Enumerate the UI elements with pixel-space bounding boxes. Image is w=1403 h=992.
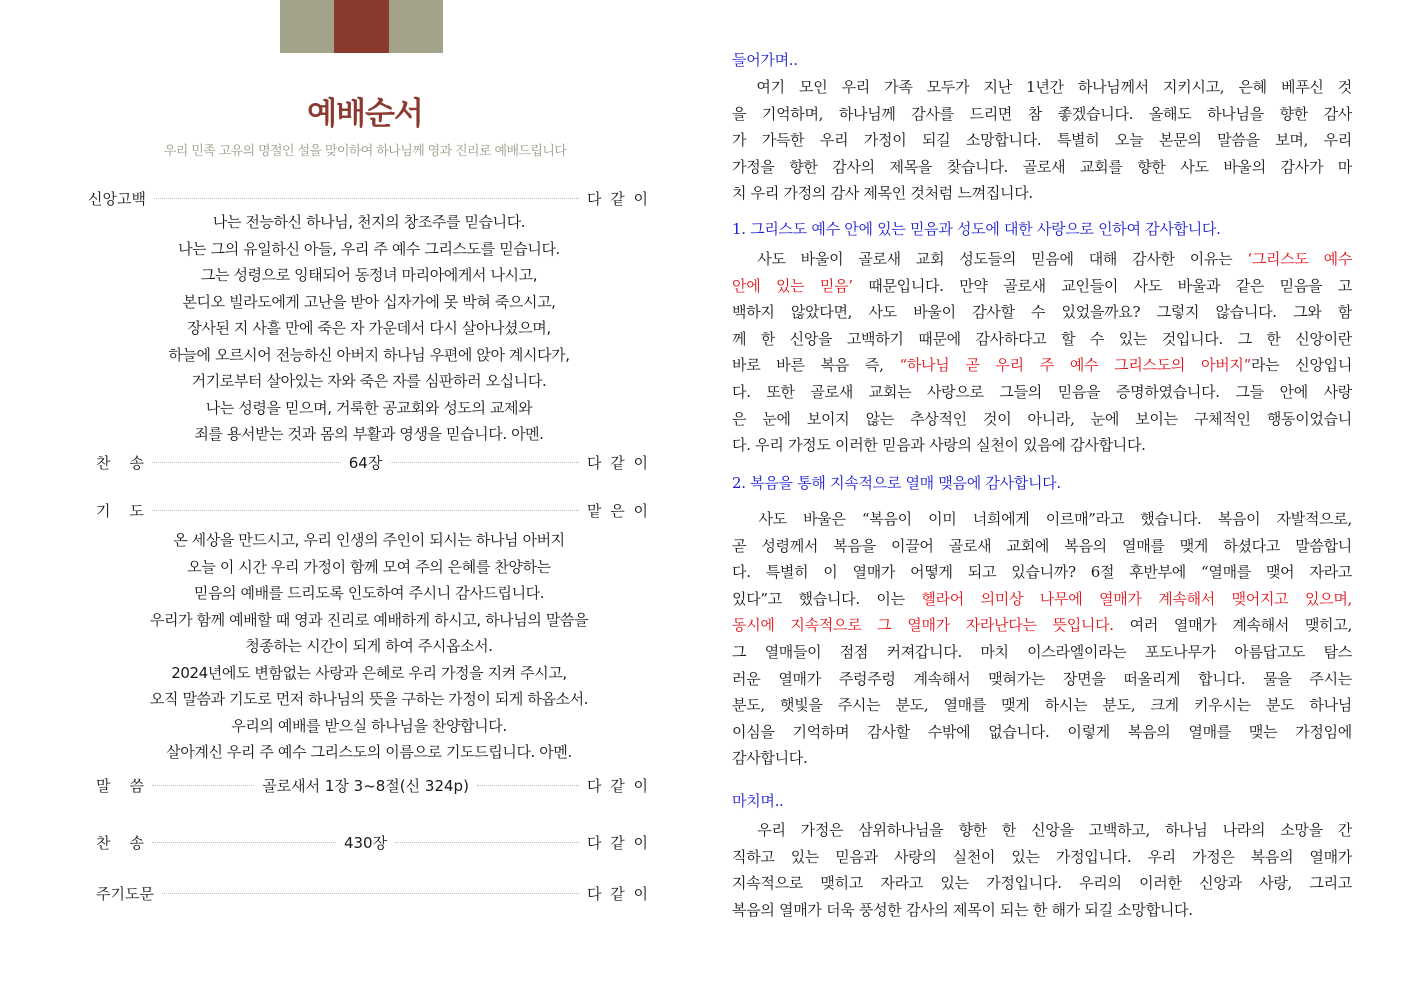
text-line: 러운 열매가 주렁주렁 계속해서 맺혀가는 장면을 떠올리게 합니다. 물을 주시는 <box>732 669 1352 688</box>
creed-line: 그는 성령으로 잉태되어 동정녀 마리아에게서 나시고, <box>200 266 538 284</box>
text-line: 가 가득한 우리 가정이 되길 소망합니다. 특별히 오늘 본문의 말씀을 보며, 우리 <box>732 131 1352 150</box>
intro-paragraph <box>732 74 1352 207</box>
header-block-right <box>389 0 443 53</box>
page-subtitle: 우리 민족 고유의 명절인 설을 맞이하여 하나님께 영과 진리로 예배드립니다 <box>163 144 567 159</box>
text-run: 여러 열매가 계속해서 맺히고, <box>1113 616 1352 635</box>
section-heading-closing: 마치며.. <box>732 792 784 810</box>
text-line: 여기 모인 우리 가족 모두가 지난 1년간 하나님께서 지키시고, 은혜 베푸신 것 <box>732 78 1352 96</box>
text-run: 때문입니다. 만약 골로새 교인들이 사도 바울과 같은 믿음을 고 <box>852 276 1352 295</box>
text-line: 그 열매들이 점점 커져갑니다. 마치 이스라엘이라는 포도나무가 아름답고도 탐스 <box>732 642 1352 661</box>
prayer-line: 살아계신 우리 주 예수 그리스도의 이름으로 기도드립니다. 아멘. <box>166 743 572 761</box>
leader-dots <box>395 842 579 843</box>
leader-dots <box>154 198 579 199</box>
order-row-prayer <box>96 499 650 521</box>
hymn-number: 64장 <box>348 453 383 472</box>
hymn-number: 430장 <box>343 833 388 852</box>
prayer-line: 오늘 이 시간 우리 가정이 함께 모여 주의 은혜를 찬양하는 <box>187 557 551 576</box>
scripture-reference: 골로새서 1장 3~8절(신 324p) <box>262 776 469 795</box>
text-line: 을 기억하며, 하나님께 감사를 드리면 참 좋겠습니다. 올해도 하나님을 향한 감사 <box>732 104 1352 123</box>
text-line: 다. 특별히 이 열매가 어떻게 되고 있습니까? 6절 후반부에 “열매를 맺어 자라고 <box>732 563 1352 582</box>
leader-dots <box>152 510 579 511</box>
emphasis-text: “하나님 곧 우리 주 예수 그리스도의 아버지” <box>899 356 1251 375</box>
order-participant: 다 같 이 <box>587 833 651 852</box>
order-participant: 맡 은 이 <box>586 501 650 520</box>
text-run: 있다”고 했습니다. 이는 <box>732 589 922 608</box>
text-line: 분도, 햇빛을 주시는 분도, 열매를 맺게 하시는 분도, 크게 키우시는 분도 하나님 <box>732 696 1352 715</box>
text-line <box>732 586 1352 613</box>
leader-dots <box>390 462 579 463</box>
text-line <box>732 246 1352 273</box>
prayer-line: 2024년에도 변함없는 사랑과 은혜로 우리 가정을 지켜 주시고, <box>171 663 567 682</box>
order-row-hymn-1 <box>96 451 650 473</box>
text-line: 지속적으로 맺히고 자라고 있는 가정입니다. 우리의 이러한 신앙과 사랑, 그리고 <box>732 874 1352 893</box>
point-2-paragraph <box>732 506 1352 772</box>
order-participant: 다 같 이 <box>586 453 650 472</box>
page-title: 예배순서 <box>307 96 423 132</box>
order-row-lords-prayer <box>96 882 650 904</box>
creed-line: 나는 전능하신 하나님, 천지의 창조주를 믿습니다. <box>212 213 526 231</box>
text-line: 다. 우리 가정도 이러한 믿음과 사랑의 실천이 있음에 감사합니다. <box>732 436 1146 455</box>
prayer-line: 청종하는 시간이 되게 하여 주시옵소서. <box>245 637 493 655</box>
emphasis-text: 동시에 지속적으로 그 열매가 자라난다는 뜻입니다. <box>732 616 1114 635</box>
leader-dots <box>152 462 341 463</box>
text-line: 께 한 신앙을 고백하기 때문에 감사하다고 할 수 있는 것입니다. 그 한 신앙이란 <box>732 329 1352 348</box>
prayer-line: 우리의 예배를 받으실 하나님을 찬양합니다. <box>231 716 507 735</box>
order-participant: 다 같 이 <box>586 189 650 208</box>
section-heading-intro: 들어가며.. <box>732 51 798 69</box>
order-participant: 다 같 이 <box>586 776 650 795</box>
text-line <box>732 273 1352 300</box>
emphasis-text: 헬라어 의미상 나무에 열매가 계속해서 맺어지고 있으며, <box>921 589 1352 608</box>
prayer-text <box>88 527 650 766</box>
header-block-left <box>280 0 334 53</box>
text-run: 라는 신앙입니 <box>1250 356 1353 375</box>
emphasis-text: 안에 있는 믿음’ <box>732 276 853 295</box>
order-row-hymn-2 <box>96 831 650 853</box>
text-line: 가정을 향한 감사의 제목을 찾습니다. 골로새 교회를 향한 사도 바울의 감사가 마 <box>732 157 1352 176</box>
text-line: 은 눈에 보이지 않는 추상적인 것이 아니라, 눈에 보이는 구체적인 행동이었습니 <box>732 409 1352 428</box>
header-color-blocks <box>280 0 443 53</box>
text-line: 직하고 있는 믿음과 사랑의 실천이 있는 가정입니다. 우리 가정은 복음의 열매가 <box>732 847 1352 866</box>
order-label: 기 도 <box>96 501 145 520</box>
order-row-scripture <box>96 774 650 796</box>
creed-line: 죄를 용서받는 것과 몸의 부활과 영생을 믿습니다. 아멘. <box>194 425 544 443</box>
creed-line: 거기로부터 살아있는 자와 죽은 자를 심판하러 오십니다. <box>191 372 547 390</box>
text-line: 백하지 않았다면, 사도 바울이 감사할 수 있었을까요? 그렇지 않습니다. 그와 함 <box>732 303 1352 322</box>
leader-dots <box>477 785 579 786</box>
text-run: 바로 바른 복음 즉, <box>732 356 900 375</box>
leader-dots <box>152 842 336 843</box>
order-participant: 다 같 이 <box>586 884 650 903</box>
creed-line: 본디오 빌라도에게 고난을 받아 십자가에 못 박혀 죽으시고, <box>182 292 556 311</box>
creed-line: 나는 성령을 믿으며, 거룩한 공교회와 성도의 교제와 <box>205 398 533 417</box>
text-run: 사도 바울이 골로새 교회 성도들의 믿음에 대해 감사한 이유는 <box>732 250 1248 268</box>
text-line: 다. 또한 골로새 교회는 사랑으로 그들의 믿음을 증명하였습니다. 그들 안에 사랑 <box>732 382 1352 401</box>
order-label: 신앙고백 <box>88 189 146 208</box>
section-heading-point-2: 2. 복음을 통해 지속적으로 열매 맺음에 감사합니다. <box>732 474 1061 492</box>
prayer-line: 온 세상을 만드시고, 우리 인생의 주인이 되시는 하나님 아버지 <box>173 531 565 549</box>
creed-line: 장사된 지 사흘 만에 죽은 자 가운데서 다시 살아나셨으며, <box>187 319 551 337</box>
order-label: 주기도문 <box>96 884 154 903</box>
text-line: 이심을 기억하며 감사할 수밖에 없습니다. 이렇게 복음의 열매를 맺는 가정임에 <box>732 722 1352 741</box>
leader-dots <box>152 785 254 786</box>
prayer-line: 우리가 함께 예배할 때 영과 진리로 예배하게 하시고, 하나님의 말씀을 <box>149 610 589 629</box>
text-line: 치 우리 가정의 감사 제목인 것처럼 느껴집니다. <box>732 184 1033 203</box>
order-label: 찬 송 <box>96 453 145 472</box>
text-line: 우리 가정은 삼위하나님을 향한 한 신앙을 고백하고, 하나님 나라의 소망을 간 <box>732 821 1352 839</box>
header-block-center <box>334 0 389 53</box>
prayer-line: 믿음의 예배를 드리도록 인도하여 주시니 감사드립니다. <box>193 584 545 602</box>
text-line <box>732 612 1352 639</box>
prayer-line: 오직 말씀과 기도로 먼저 하나님의 뜻을 구하는 가정이 되게 하옵소서. <box>149 690 589 708</box>
order-label: 찬 송 <box>96 833 145 852</box>
order-row-creed <box>88 187 650 209</box>
creed-line: 나는 그의 유일하신 아들, 우리 주 예수 그리스도를 믿습니다. <box>178 239 560 258</box>
creed-line: 하늘에 오르시어 전능하신 아버지 하나님 우편에 앉아 계시다가, <box>168 345 570 364</box>
text-line: 사도 바울은 “복음이 이미 너희에게 이르매”라고 했습니다. 복음이 자발적으로, <box>732 510 1352 528</box>
closing-paragraph <box>732 817 1352 923</box>
creed-text <box>88 209 650 448</box>
leader-dots <box>162 893 579 894</box>
point-1-paragraph <box>732 246 1352 459</box>
emphasis-text: ‘그리스도 예수 <box>1247 250 1353 268</box>
text-line: 복음의 열매가 더욱 풍성한 감사의 제목이 되는 한 해가 되길 소망합니다. <box>732 900 1193 919</box>
text-line <box>732 352 1352 379</box>
text-line: 감사합니다. <box>732 749 808 768</box>
section-heading-point-1: 1. 그리스도 예수 안에 있는 믿음과 성도에 대한 사랑으로 인하여 감사합니다. <box>732 220 1221 238</box>
text-line: 곧 성령께서 복음을 이끌어 골로새 교회에 복음의 열매를 맺게 하셨다고 말씀합니 <box>732 536 1352 555</box>
order-label: 말 씀 <box>96 776 145 795</box>
